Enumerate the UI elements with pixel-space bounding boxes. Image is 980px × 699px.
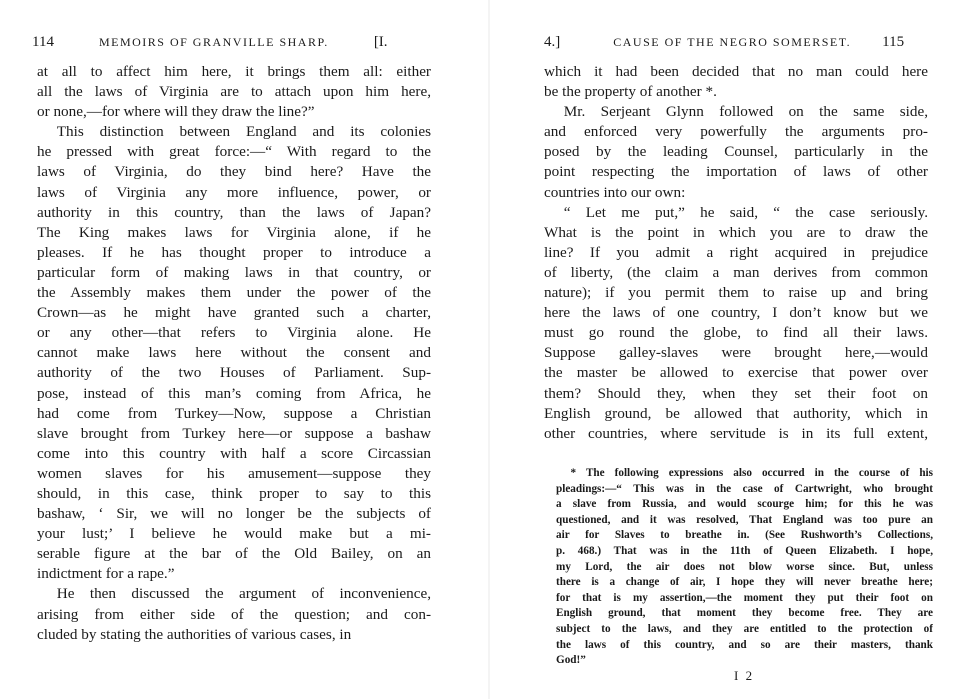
text-line: other countries, where servitude is in its full extent, — [544, 424, 928, 442]
text-line: subject to the laws, and they are entitled to the protection of — [556, 622, 933, 635]
text-line: he pressed with great force:—“ With regard to the — [37, 143, 431, 161]
text-line: my Lord, the air does not blow worse since. But, unless — [556, 560, 933, 573]
text-line: here the laws of one country, I don’t know but we — [544, 304, 928, 322]
text-line: the laws of this country, and so are their masters, thank — [556, 638, 933, 651]
text-line: women slaves for his amusement—suppose they — [37, 464, 431, 482]
right-page-number: 115 — [882, 34, 905, 50]
text-line: “ Let me put,” he said, “ the case seriously. — [563, 203, 928, 221]
text-line: point respecting the importation of laws of other — [544, 163, 928, 181]
text-line: all the laws of Virginia are to attach upon him here, — [37, 83, 431, 101]
text-line: cluded by stating the authorities of various cases, in — [37, 625, 352, 643]
text-line: them? Should they, when they set their foot on — [544, 384, 928, 402]
text-line: countries into our own: — [544, 183, 686, 201]
footnote — [556, 466, 933, 669]
text-line: authority in this country, than the laws of Japan? — [37, 203, 431, 221]
left-page-number: 114 — [32, 34, 54, 50]
text-line: laws of Virginia, do they bind here? Have the — [37, 163, 431, 181]
text-line: pose, instead of this man’s coming from Africa, he — [37, 384, 431, 402]
text-line: What is the point in which you are to draw the — [544, 223, 928, 241]
text-line: nature); if you permit them to raise up and bring — [544, 284, 928, 302]
text-line: which it had been decided that no man could here — [544, 63, 928, 80]
text-line: there is a change of air, I hope they will never breathe here; — [556, 576, 933, 589]
right-chapter-bracket: 4.] — [544, 34, 561, 50]
text-line: He then discussed the argument of inconvenience, — [56, 585, 431, 603]
text-line: arising from either side of the question; and con- — [37, 605, 431, 623]
text-line: had come from Turkey—Now, suppose a Christian — [37, 404, 431, 422]
text-line: the Assembly makes them under the power of the — [37, 284, 431, 302]
text-line: pleases. If he has thought proper to introduce a — [37, 243, 431, 261]
text-line: posed by the leading Counsel, particularly in the — [544, 143, 928, 161]
text-line: cannot make laws here without the consent and — [37, 344, 431, 362]
left-body-text — [37, 62, 431, 645]
text-line: Mr. Serjeant Glynn followed on the same side, — [563, 103, 928, 121]
text-line: English ground, that moment they become free. They are — [556, 607, 933, 620]
text-line: This distinction between England and its colonies — [56, 123, 431, 141]
text-line: and enforced very powerfully the arguments pro- — [544, 123, 928, 141]
text-line: laws of Virginia any more influence, power, or — [37, 183, 431, 201]
right-running-title: CAUSE OF THE NEGRO SOMERSET. — [613, 35, 852, 49]
text-line: God!” — [556, 654, 586, 667]
text-line: your lust;’ I believe he would make but a mi- — [37, 525, 431, 543]
text-line: indictment for a rape.” — [37, 565, 175, 583]
left-running-head — [32, 34, 388, 51]
right-body-text — [544, 62, 928, 444]
text-line: p. 468.) That was in the 11th of Queen Elizabeth. I hope, — [556, 544, 933, 557]
text-line: bashaw, ‘ Sir, we will no longer be the subjects of — [37, 505, 431, 523]
text-line: * The following expressions also occurred in the course of his — [570, 467, 933, 479]
text-line: pleadings:—“ This was in the case of Cartwright, who brought — [556, 482, 933, 495]
text-line: slave brought from Turkey here—or suppose a bashaw — [37, 424, 431, 442]
text-line: or none,—for where will they draw the line?” — [37, 103, 315, 121]
text-line: Suppose galley-slaves were brought here,—would — [544, 344, 928, 362]
text-line: or any other—that refers to Virginia alone. He — [37, 324, 431, 342]
text-line: line? If you admit a right acquired in prejudice — [544, 243, 928, 261]
text-line: particular form of making laws in that country, or — [37, 263, 431, 281]
right-page — [490, 0, 980, 699]
right-running-head — [544, 34, 904, 51]
left-running-title: MEMOIRS OF GRANVILLE SHARP. — [98, 35, 329, 49]
text-line: questioned, and it was resolved, That England was too pure an — [556, 513, 933, 526]
text-line: for that is my assertion,—the moment they put their foot on — [556, 591, 933, 604]
text-line: serable figure at the bar of the Old Bailey, on an — [37, 545, 431, 563]
text-line: must go round the globe, to find all their laws. — [544, 324, 928, 342]
left-chapter-bracket: [I. — [373, 34, 388, 50]
text-line: should, in this case, think proper to say to this — [37, 484, 431, 502]
text-line: The King makes laws for Virginia alone, if he — [37, 223, 431, 241]
text-line: be the property of another *. — [544, 83, 717, 101]
text-line: English ground, be allowed that authority, which in — [544, 404, 928, 422]
text-line: come into this country with half a score Circassian — [37, 444, 431, 462]
text-line: the master be allowed to exercise that power over — [544, 364, 928, 382]
text-line: at all to affect him here, it brings them all: either — [37, 63, 431, 80]
text-line: a slave from Russia, and would scourge him; for this he was — [556, 498, 933, 511]
text-line: of liberty, (the claim a man derives from common — [544, 263, 928, 281]
signature-mark: I 2 — [734, 668, 755, 683]
text-line: authority of the two Houses of Parliament. Sup- — [37, 364, 431, 382]
text-line: Crown—as he might have granted such a charter, — [37, 304, 431, 322]
text-line: air for Slaves to breathe in. (See Rushworth’s Collections, — [556, 529, 933, 542]
